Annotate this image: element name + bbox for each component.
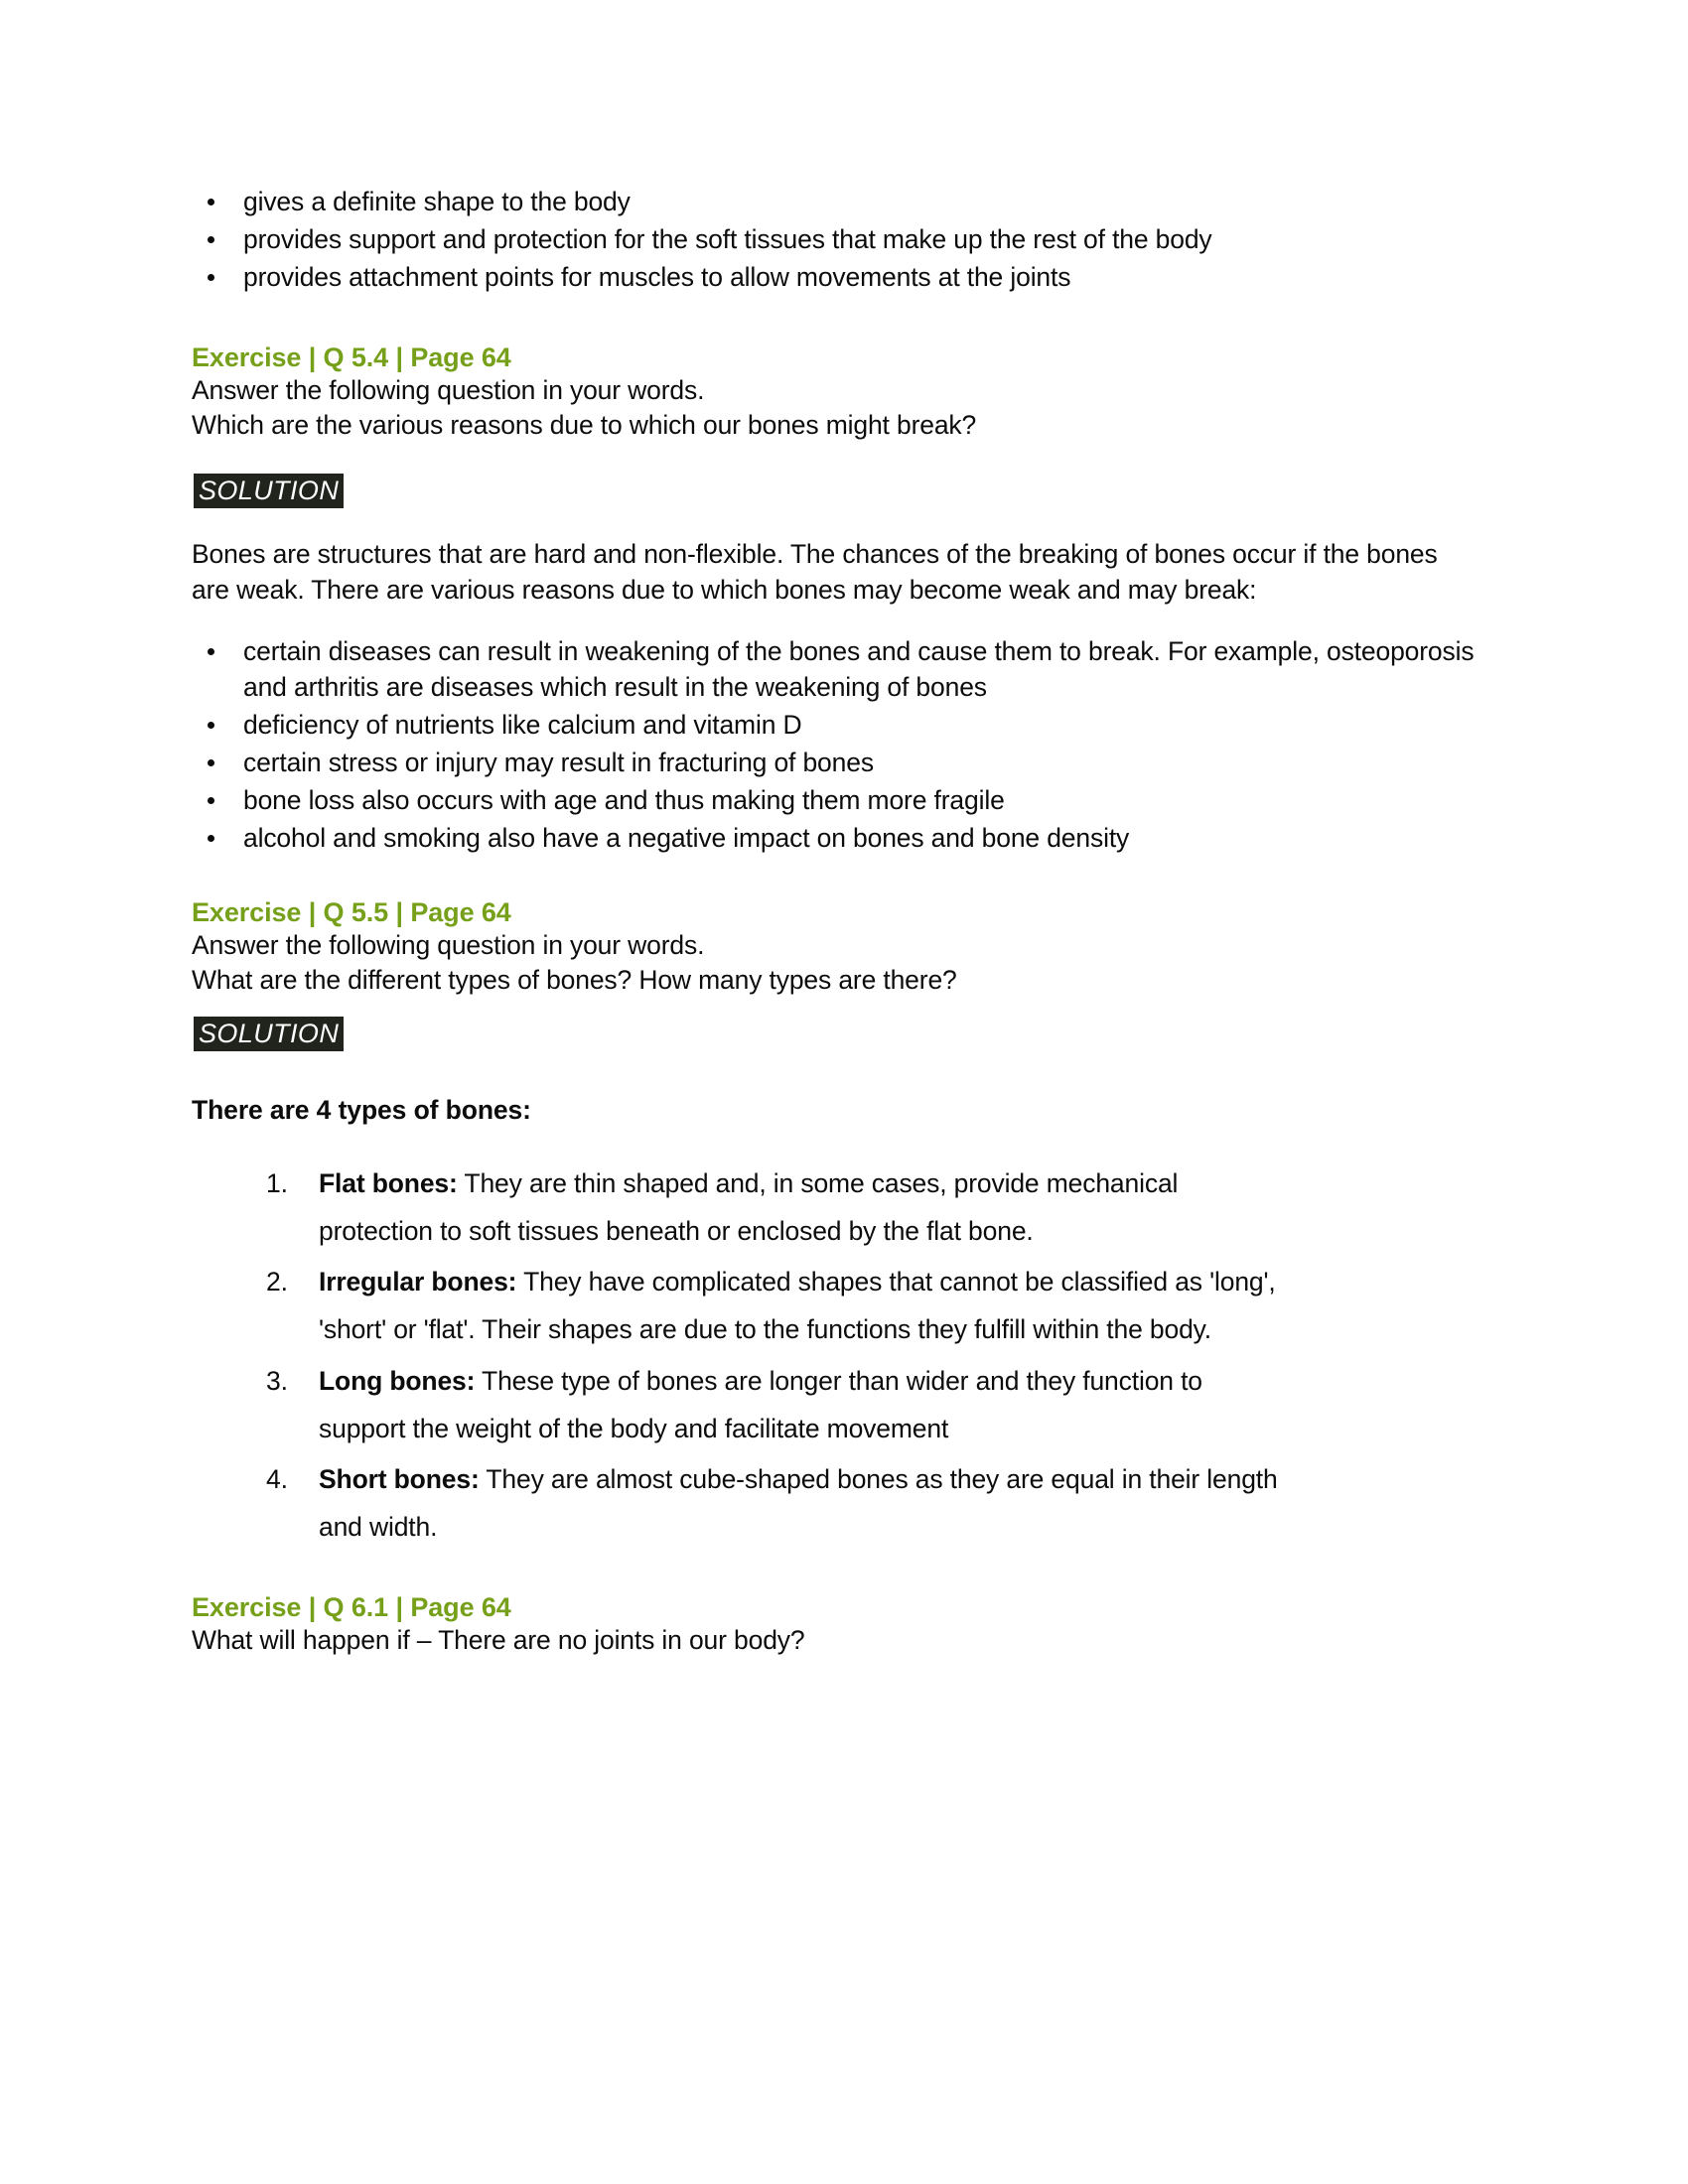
bone-types-list (266, 1160, 1281, 1552)
list-item (266, 1357, 1281, 1452)
list-item: gives a definite shape to the body (192, 184, 1479, 219)
term-label: Irregular bones: (319, 1267, 517, 1297)
solution-paragraph: Bones are structures that are hard and non-flexible. The chances of the breaking of bones occur if the bones are weak. There are various reasons due to which bones may become weak and may break: (192, 538, 1438, 605)
question-text: What are the different types of bones? How many types are there? (192, 965, 957, 996)
list-item (266, 1258, 1281, 1353)
term-description: They have complicated shapes that cannot be classified as 'long', 'short' or 'flat'. Their shapes are due to the functions they fulfill within the body. (319, 1267, 1276, 1345)
list-item: deficiency of nutrients like calcium and vitamin D (192, 707, 1479, 743)
instruction-text: Answer the following question in your words. (192, 930, 705, 961)
spacer (192, 1555, 1479, 1592)
spacer (192, 508, 1479, 536)
list-marker: 2. (266, 1267, 288, 1297)
list-item: provides attachment points for muscles to allow movements at the joints (192, 259, 1479, 295)
spacer (192, 608, 1479, 633)
intro-bullet-list (192, 184, 1479, 295)
spacer (192, 1051, 1479, 1095)
list-item: certain diseases can result in weakening of the bones and cause them to break. For example, osteoporosis and arthritis are diseases which result in the weakening of bones (192, 633, 1479, 705)
spacer (192, 999, 1479, 1017)
term-description: They are thin shaped and, in some cases, provide mechanical protection to soft tissues beneath or enclosed by the flat bone. (319, 1167, 1179, 1246)
exercise-heading: Exercise | Q 6.1 | Page 64 (192, 1591, 511, 1622)
section-q61 (192, 1592, 1479, 1658)
term-label: Flat bones: (319, 1167, 458, 1198)
list-marker: 4. (266, 1464, 288, 1495)
status-badge: SOLUTION (194, 1017, 344, 1051)
term-label: Long bones: (319, 1365, 476, 1396)
list-item: certain stress or injury may result in fracturing of bones (192, 745, 1479, 780)
section-q55 (192, 897, 1479, 1551)
spacer (192, 1126, 1479, 1160)
question-text: What will happen if – There are no joints in our body? (192, 1624, 805, 1655)
section-q54 (192, 342, 1479, 856)
types-heading: There are 4 types of bones: (192, 1094, 531, 1125)
list-item (266, 1455, 1281, 1551)
solution-badge-row (192, 474, 1479, 508)
spacer (192, 297, 1479, 342)
term-description: They are almost cube-shaped bones as they are equal in their length and width. (319, 1464, 1278, 1543)
exercise-heading: Exercise | Q 5.4 | Page 64 (192, 342, 511, 373)
solution-badge-row (192, 1017, 1479, 1051)
list-item (266, 1160, 1281, 1255)
list-marker: 3. (266, 1365, 288, 1396)
list-marker: 1. (266, 1167, 288, 1198)
term-label: Short bones: (319, 1464, 480, 1495)
exercise-heading: Exercise | Q 5.5 | Page 64 (192, 897, 511, 928)
list-item: provides support and protection for the soft tissues that make up the rest of the body (192, 221, 1479, 257)
question-text: Which are the various reasons due to which our bones might break? (192, 410, 977, 441)
reason-bullet-list (192, 633, 1479, 856)
list-item: bone loss also occurs with age and thus making them more fragile (192, 782, 1479, 818)
spacer (192, 858, 1479, 897)
spacer (192, 444, 1479, 474)
list-item: alcohol and smoking also have a negative impact on bones and bone density (192, 820, 1479, 856)
instruction-text: Answer the following question in your words. (192, 375, 705, 406)
term-description: These type of bones are longer than wider and they function to support the weight of the body and facilitate movement (319, 1365, 1202, 1443)
status-badge: SOLUTION (194, 474, 344, 508)
